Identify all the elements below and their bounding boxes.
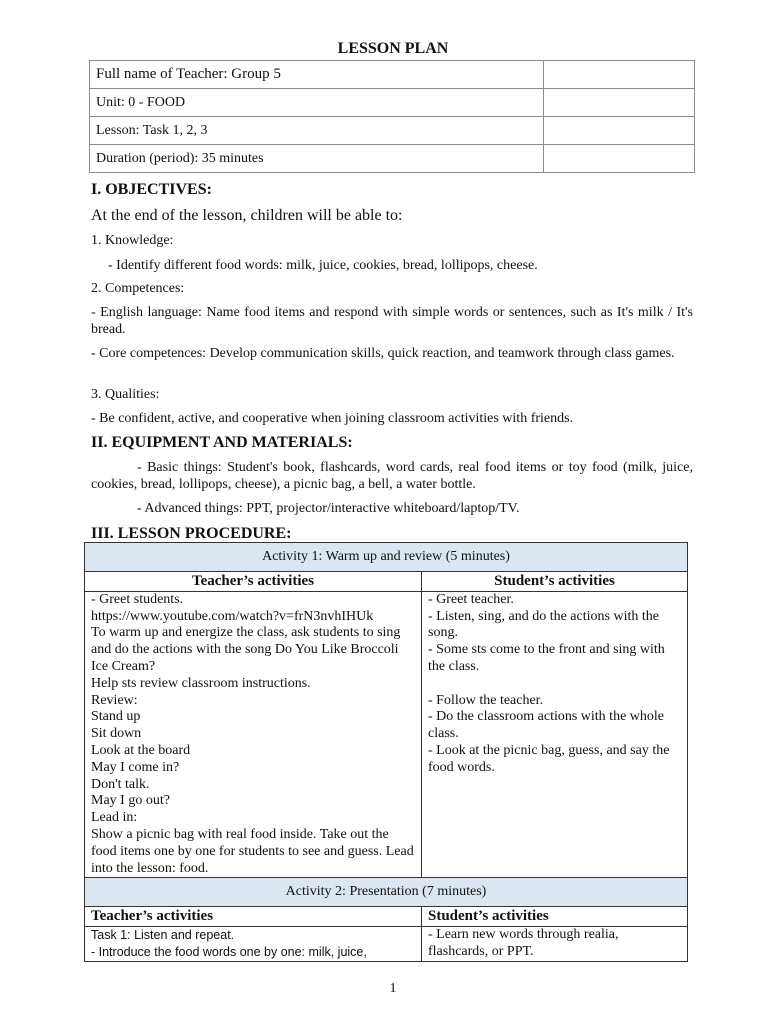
info-cell: Full name of Teacher: Group 5 [90,61,544,89]
teacher-activities-header: Teacher’s activities [85,907,422,927]
teacher-line: Look at the board [91,742,191,758]
info-blank-cell [544,61,695,89]
student-activities-cell [422,927,688,962]
activity-title: Activity 2: Presentation (7 minutes) [85,878,688,907]
teacher-line: Don't talk. [91,776,150,792]
qualities-label: 3. Qualities: [91,387,160,402]
teacher-line: To warm up and energize the class, ask students to sing and do the actions with the song Do You Like Broccoli Ice Cream? [91,625,401,674]
info-row [90,61,695,89]
lesson-info-table [89,60,695,173]
student-activities-header: Student’s activities [422,907,688,927]
info-row [90,117,695,145]
teacher-line: - Introduce the food words one by one: milk, juice, [91,944,367,959]
video-link[interactable]: https://www.youtube.com/watch?v=frN3nvhIHUk [91,608,374,624]
teacher-line: Help sts review classroom instructions. [91,675,311,691]
teacher-activities-header: Teacher’s activities [85,572,422,592]
info-blank-cell [544,145,695,173]
teacher-line: May I come in? [91,759,180,775]
student-activities-header: Student’s activities [422,572,688,592]
info-row [90,145,695,173]
equipment-advanced: - Advanced things: PPT, projector/interactive whiteboard/laptop/TV. [137,501,520,516]
competences-label: 2. Competences: [91,281,185,296]
column-header-row [85,572,688,592]
teacher-line: Review: [91,692,138,708]
teacher-line: Stand up [91,709,141,725]
student-line: - Follow the teacher. [428,692,544,708]
core-competence: - Core competences: Develop communication skills, quick reaction, and teamwork through class games. [91,346,675,361]
info-blank-cell [544,117,695,145]
objectives-heading: I. OBJECTIVES: [91,181,212,198]
equipment-basic: - Basic things: Student's book, flashcards, word cards, real food items or toy food (milk, juice, cookies, bread, lollipops, cheese), a picnic bag, a bell, a water bottle. [91,460,693,492]
procedure-table [84,542,688,962]
teacher-line: Show a picnic bag with real food inside. Take out the food items one by one for students to see and guess. Lead into the lesson: food. [91,826,414,876]
equipment-heading: II. EQUIPMENT AND MATERIALS: [91,434,353,451]
info-blank-cell [544,89,695,117]
student-line: - Learn new words through realia, flashcards, or PPT. [428,927,619,959]
info-cell: Lesson: Task 1, 2, 3 [90,117,544,145]
objectives-intro: At the end of the lesson, children will be able to: [91,207,403,224]
info-row [90,89,695,117]
teacher-line: - Greet students. [91,591,184,607]
procedure-heading: III. LESSON PROCEDURE: [91,525,292,542]
student-line [428,676,681,693]
activity-title: Activity 1: Warm up and review (5 minutes) [85,543,688,572]
activity-content-row [85,927,688,962]
document-title: LESSON PLAN [337,40,449,57]
student-line: - Do the classroom actions with the whole class. [428,709,665,742]
teacher-line: Sit down [91,726,142,742]
activity-row [85,543,688,572]
student-line: - Look at the picnic bag, guess, and say the food words. [428,742,670,775]
english-competence: - English language: Name food items and respond with simple words or sentences, such as It's milk / It's bread. [91,305,693,337]
teacher-line: Lead in: [91,810,138,826]
knowledge-text: - Identify different food words: milk, juice, cookies, bread, lollipops, cheese. [108,258,538,273]
page-number: 1 [389,981,397,996]
teacher-line: Task 1: Listen and repeat. [91,928,235,943]
student-line: - Listen, sing, and do the actions with the song. [428,608,659,641]
column-header-row [85,907,688,927]
info-cell: Unit: 0 - FOOD [90,89,544,117]
teacher-activities-cell [85,927,422,962]
qualities-text: - Be confident, active, and cooperative when joining classroom activities with friends. [91,411,574,426]
student-line: - Greet teacher. [428,591,514,607]
teacher-line: May I go out? [91,793,170,809]
student-line: - Some sts come to the front and sing with the class. [428,642,665,674]
activity-content-row [85,591,688,878]
teacher-activities-cell [85,591,422,878]
student-activities-cell [422,591,688,878]
info-cell: Duration (period): 35 minutes [90,145,544,173]
activity-row [85,878,688,907]
knowledge-label: 1. Knowledge: [91,233,174,248]
